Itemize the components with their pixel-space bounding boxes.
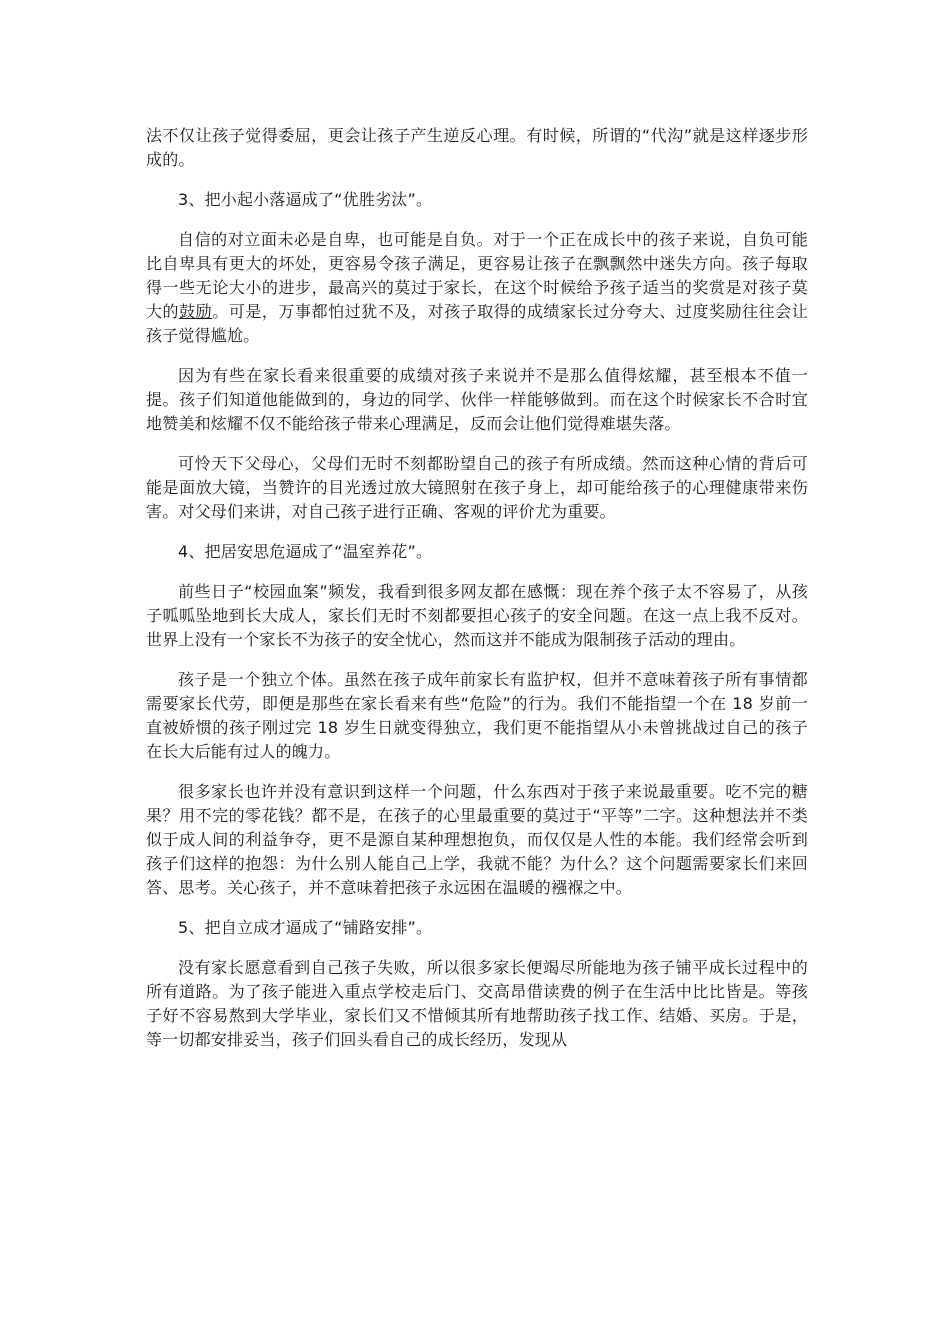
paragraph-text: 自信的对立面未必是自卑，也可能是自负。对于一个正在成长中的孩子来说，自负可能比自卑具有更大的坏处，更容易令孩子满足，更容易让孩子在飘飘然中迷失方向。孩子每取得一些无论大小的进步，最高兴的莫过于家长，在这个时候给予孩子适当的奖赏是对孩子莫大的: [146, 230, 808, 321]
section-heading-5: 5、把自立成才逼成了“铺路安排”。: [178, 918, 433, 937]
encourage-link[interactable]: 鼓励: [179, 302, 213, 321]
paragraph: 因为有些在家长看来很重要的成绩对孩子来说并不是那么值得炫耀，甚至根本不值一提。孩子们知道他能做到的，身边的同学、伙伴一样能够做到。而在这个时候家长不合时宜地赞美和炫耀不仅不能给孩子带来心理满足，反而会让他们觉得难堪失落。: [146, 366, 808, 433]
section-heading-3: 3、把小起小落逼成了“优胜劣汰”。: [178, 190, 433, 209]
paragraph: [146, 228, 808, 348]
paragraph-continued: 法不仅让孩子觉得委屈，更会让孩子产生逆反心理。有时候，所谓的“代沟”就是这样逐步形成的。: [146, 126, 808, 169]
paragraph: 前些日子“校园血案”频发，我看到很多网友都在感慨：现在养个孩子太不容易了，从孩子呱呱坠地到长大成人，家长们无时不刻都要担心孩子的安全问题。在这一点上我不反对。世界上没有一个家长不为孩子的安全忧心，然而这并不能成为限制孩子活动的理由。: [146, 582, 808, 649]
paragraph-text: 。可是，万事都怕过犹不及，对孩子取得的成绩家长过分夸大、过度奖励往往会让孩子觉得尴尬。: [146, 302, 809, 345]
section-heading-4: 4、把居安思危逼成了“温室养花”。: [178, 542, 433, 561]
paragraph: 没有家长愿意看到自己孩子失败，所以很多家长便竭尽所能地为孩子铺平成长过程中的所有道路。为了孩子能进入重点学校走后门、交高昂借读费的例子在生活中比比皆是。等孩子好不容易熬到大学毕业，家长们又不惜倾其所有地帮助孩子找工作、结婚、买房。于是，等一切都安排妥当，孩子们回头看自己的成长经历，发现从: [146, 958, 808, 1049]
paragraph: 孩子是一个独立个体。虽然在孩子成年前家长有监护权，但并不意味着孩子所有事情都需要家长代劳，即便是那些在家长看来有些“危险”的行为。我们不能指望一个在 18 岁前一直被娇惯的孩子刚过完 18 岁生日就变得独立，我们更不能指望从小未曾挑战过自己的孩子在长大后能有过人的魄力。: [146, 670, 808, 761]
paragraph: 很多家长也许并没有意识到这样一个问题，什么东西对于孩子来说最重要。吃不完的糖果？用不完的零花钱？都不是，在孩子的心里最重要的莫过于“平等”二字。这种想法并不类似于成人间的利益争夺，更不是源自某种理想抱负，而仅仅是人性的本能。我们经常会听到孩子们这样的抱怨：为什么别人能自己上学，我就不能？为什么？这个问题需要家长们来回答、思考。关心孩子，并不意味着把孩子永远困在温暖的襁褓之中。: [146, 782, 808, 897]
paragraph: 可怜天下父母心，父母们无时不刻都盼望自己的孩子有所成绩。然而这种心情的背后可能是面放大镜，当赞许的目光透过放大镜照射在孩子身上，却可能给孩子的心理健康带来伤害。对父母们来讲，对自己孩子进行正确、客观的评价尤为重要。: [146, 454, 808, 521]
document-page: [146, 124, 808, 1068]
